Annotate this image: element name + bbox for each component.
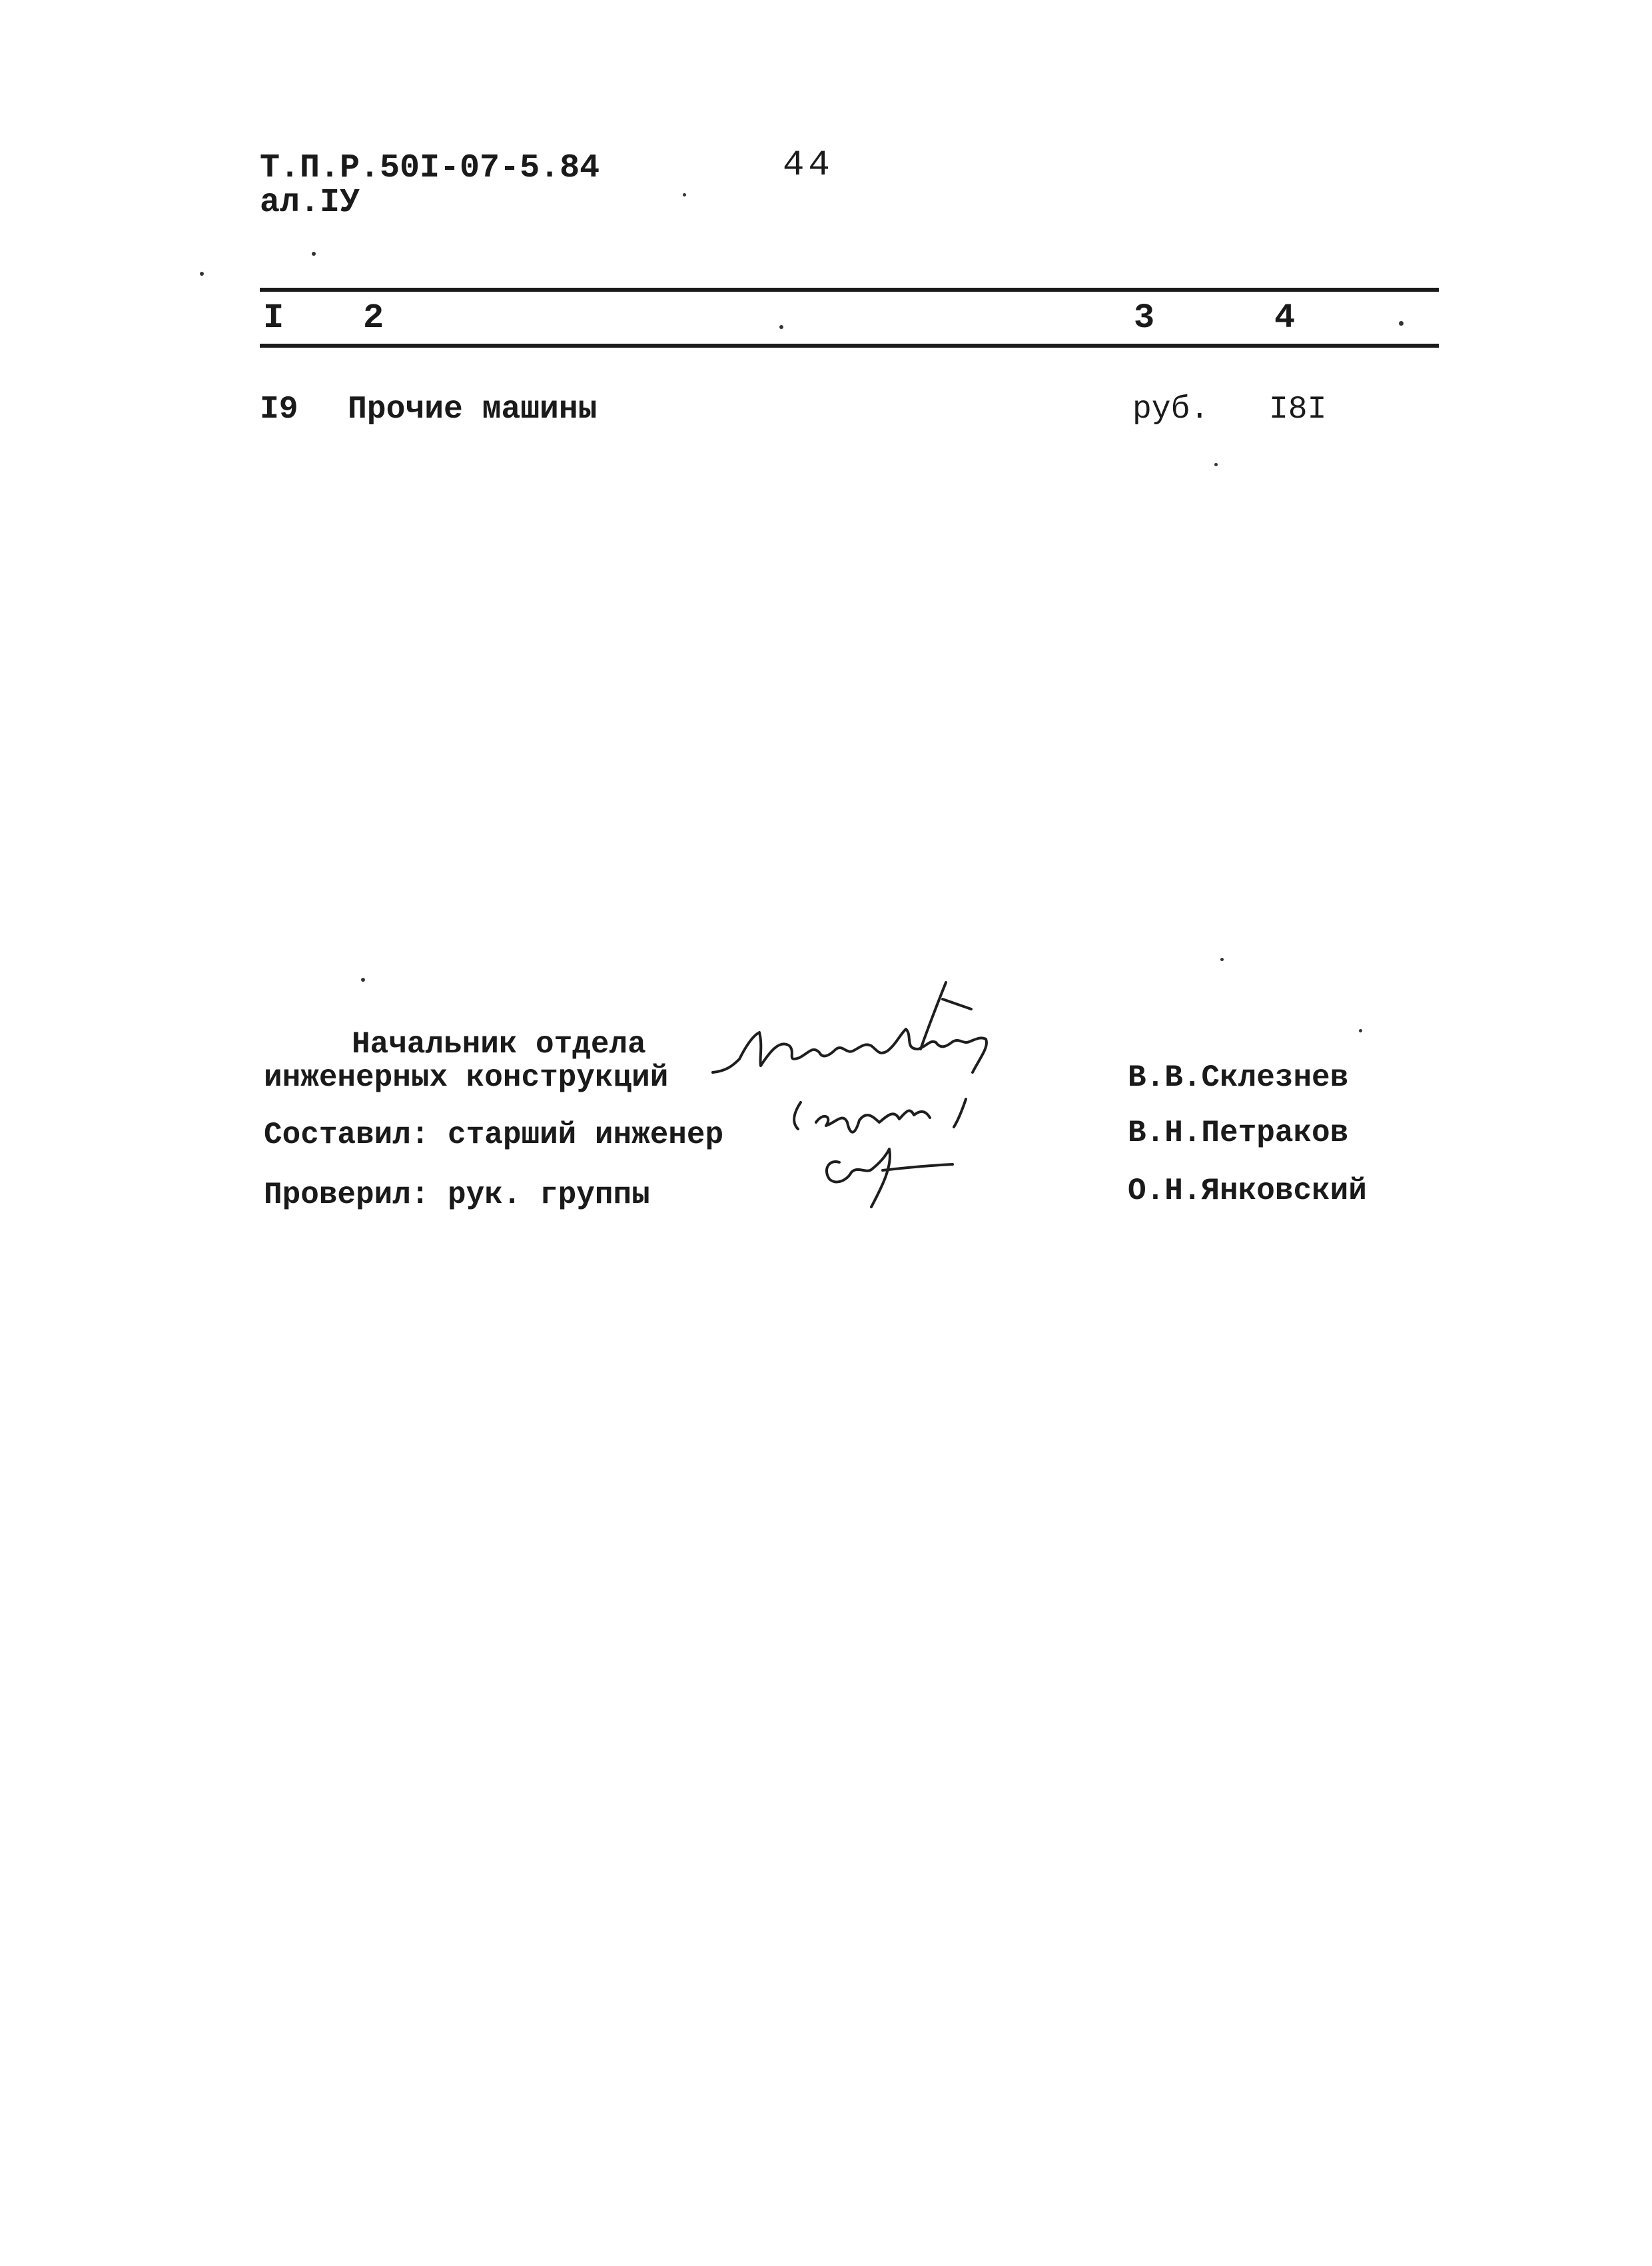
signature-1-stroke (921, 982, 946, 1049)
scan-speck (1359, 1029, 1362, 1032)
document-sheet: ал.IУ (260, 184, 360, 222)
scan-speck (200, 272, 204, 276)
signature-2-stroke (816, 1111, 930, 1132)
handwritten-signatures (706, 972, 1106, 1239)
signature-3-stroke (827, 1149, 890, 1207)
document-code: Т.П.Р.50I-07-5.84 (260, 149, 600, 187)
signature-2-stroke (954, 1099, 966, 1127)
signer-role: Составил: старший инженер (264, 1118, 724, 1152)
signer-name: В.В.Склезнев (1128, 1060, 1349, 1095)
table-top-rule (260, 288, 1439, 292)
table-col-header-3: 3 (1134, 298, 1155, 338)
signer-role: Проверил: рук. группы (264, 1178, 650, 1212)
row-value: I8I (1269, 392, 1327, 428)
scan-speck (361, 978, 365, 982)
table-col-header-2: 2 (363, 298, 384, 338)
scan-speck (683, 193, 686, 196)
row-name: Прочие машины (348, 392, 598, 428)
signature-1-stroke (943, 999, 971, 1009)
signer-name: В.Н.Петраков (1128, 1116, 1349, 1150)
scan-speck (779, 325, 783, 329)
signer-role: инженерных конструкций (264, 1060, 669, 1095)
signer-role: Начальник отдела (352, 1027, 646, 1062)
page-number: 44 (783, 145, 834, 186)
signature-3-stroke (883, 1164, 953, 1170)
table-header-rule (260, 344, 1439, 348)
table-col-header-1: I (263, 298, 284, 338)
row-number: I9 (260, 392, 298, 428)
signature-2-stroke (794, 1102, 801, 1129)
table-col-header-4: 4 (1274, 298, 1296, 338)
scan-speck (1220, 958, 1224, 961)
scan-speck (312, 252, 316, 256)
signature-1-stroke (713, 1029, 987, 1072)
scan-speck (1399, 321, 1404, 326)
scan-speck (1214, 463, 1218, 466)
signer-name: О.Н.Янковский (1128, 1174, 1367, 1208)
row-unit: руб. (1132, 392, 1210, 428)
